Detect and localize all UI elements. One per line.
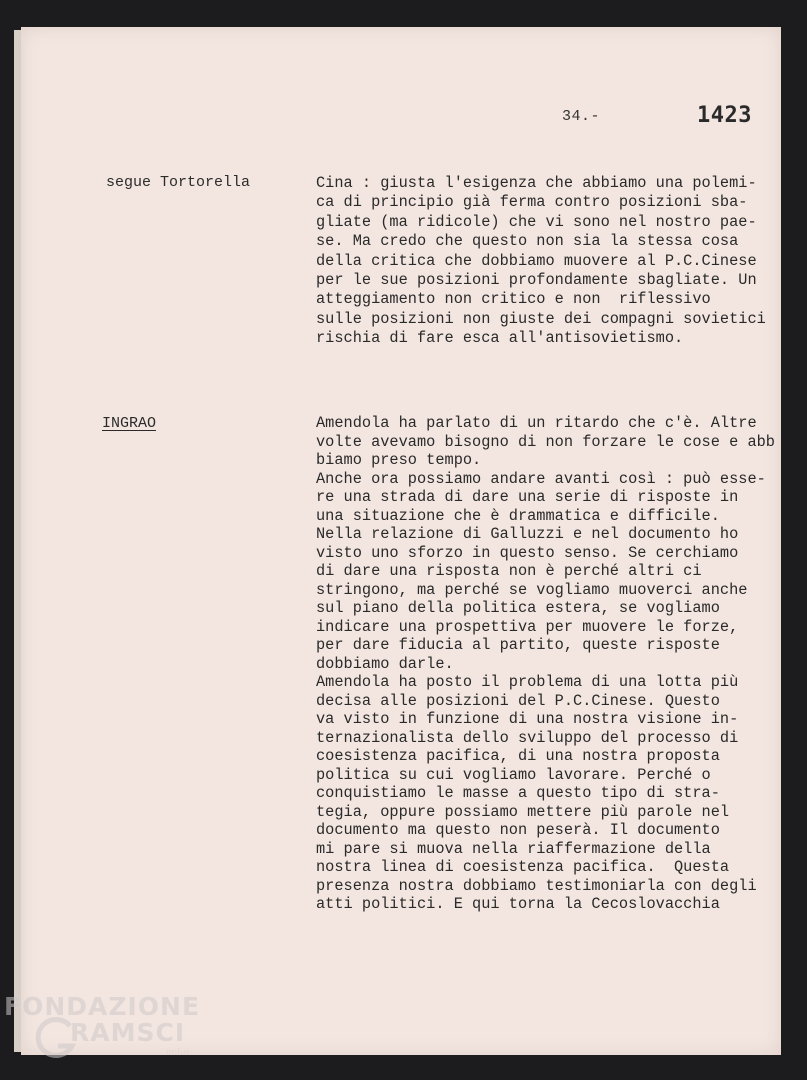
text-line: di dare una risposta non è perché altri ci xyxy=(316,562,702,580)
text-line: tegia, oppure possiamo mettere più parole nel xyxy=(316,802,730,821)
text-line: coesistenza pacifica, di una nostra proposta xyxy=(316,747,720,765)
text-line: ca di principio già ferma contro posizioni sba- xyxy=(316,193,748,212)
text-line: gliate (ma ridicole) che vi sono nel nostro pae- xyxy=(316,212,757,231)
text-line: biamo preso tempo. xyxy=(316,451,482,469)
text-line: decisa alle posizioni del P.C.Cinese. Questo xyxy=(316,691,720,710)
text-line: stringono, ma perché se vogliamo muoverci anche xyxy=(316,580,748,599)
watermark-subtitle: RAMSCI xyxy=(70,1018,186,1047)
text-line: dobbiamo darle. xyxy=(316,654,454,673)
text-line: Amendola ha parlato di un ritardo che c'è. Altre xyxy=(316,414,757,432)
text-line: mi pare si muova nella riaffermazione della xyxy=(316,839,711,858)
text-line: se. Ma credo che questo non sia la stessa cosa xyxy=(316,232,739,251)
text-line: Amendola ha posto il problema di una lotta più xyxy=(316,673,739,691)
text-line: Cina : giusta l'esigenza che abbiamo una polemi- xyxy=(316,174,757,192)
paper-edge xyxy=(14,30,21,1052)
text-line: visto uno sforzo in questo senso. Se cerchiamo xyxy=(316,543,739,562)
text-line: conquistiamo le masse a questo tipo di stra- xyxy=(316,784,720,802)
text-line: nostra linea di coesistenza pacifica. Questa xyxy=(316,858,730,876)
speaker-label: segue Tortorella xyxy=(106,174,251,191)
text-line: sul piano della politica estera, se vogliamo xyxy=(316,599,720,617)
text-line: per dare fiducia al partito, queste risposte xyxy=(316,636,720,654)
text-line: Anche ora possiamo andare avanti così : può esse- xyxy=(316,469,766,488)
archive-number: 1423 xyxy=(697,103,752,128)
text-line: presenza nostra dobbiamo testimoniarla con degli xyxy=(316,876,757,895)
page-number: 34.- xyxy=(562,108,601,125)
text-line: indicare una prospettiva per muovere le forze, xyxy=(316,617,739,636)
text-line: ternazionalista dello sviluppo del processo di xyxy=(316,728,739,747)
text-line: Nella relazione di Galluzzi e nel documento ho xyxy=(316,525,739,543)
archive-watermark xyxy=(4,992,224,1072)
text-line: una situazione che è drammatica e difficile. xyxy=(316,506,720,525)
watermark-onlus: onlus xyxy=(166,1048,191,1058)
text-line: della critica che dobbiamo muovere al P.C.Cinese xyxy=(316,251,757,270)
text-line: volte avevamo bisogno di non forzare le cose e abb xyxy=(316,432,775,451)
text-line: atteggiamento non critico e non riflessivo xyxy=(316,290,711,309)
text-line: sulle posizioni non giuste dei compagni sovietici xyxy=(316,309,766,328)
text-line: per le sue posizioni profondamente sbagliate. Un xyxy=(316,270,757,289)
text-line: re una strada di dare una serie di risposte in xyxy=(316,488,739,506)
text-line: documento ma questo non peserà. Il documento xyxy=(316,821,720,839)
speaker-label: INGRAO xyxy=(102,415,157,432)
text-line: va visto in funzione di una nostra visione in- xyxy=(316,710,739,728)
watermark-title: FONDAZIONE xyxy=(4,992,201,1021)
text-line: rischia di fare esca all'antisovietismo. xyxy=(316,329,684,348)
text-line: atti politici. E qui torna la Cecoslovacchia xyxy=(316,895,720,913)
text-line: politica su cui vogliamo lavorare. Perché o xyxy=(316,765,711,784)
speech-block xyxy=(316,174,781,349)
speech-block xyxy=(316,414,781,914)
